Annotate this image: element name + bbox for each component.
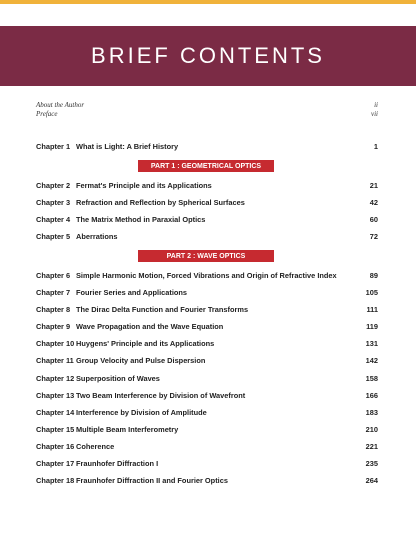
chapter-number: Chapter 15 — [36, 424, 75, 434]
toc-row-chapter-9[interactable] — [36, 320, 378, 332]
toc-row-chapter-15[interactable] — [36, 423, 378, 435]
chapter-title: What is Light: A Brief History — [76, 141, 179, 151]
page-title: BRIEF CONTENTS — [91, 43, 325, 68]
chapter-number: Chapter 3 — [36, 197, 71, 207]
toc-row-chapter-17[interactable] — [36, 457, 378, 469]
chapter-number: Chapter 6 — [36, 270, 71, 280]
chapter-page: 131 — [365, 338, 378, 348]
chapter-title: Huygens' Principle and its Applications — [76, 338, 215, 348]
chapter-page: 235 — [365, 458, 378, 468]
chapter-title: Interference by Division of Amplitude — [76, 407, 207, 417]
toc-row-chapter-8[interactable] — [36, 303, 378, 315]
chapter-page: 183 — [365, 407, 378, 417]
front-matter-item-about-author[interactable] — [36, 101, 378, 109]
toc-row-chapter-2[interactable] — [36, 179, 378, 191]
chapter-number: Chapter 9 — [36, 321, 71, 331]
chapter-title: Aberrations — [76, 231, 118, 241]
toc-row-chapter-11[interactable] — [36, 354, 378, 366]
chapter-page: 119 — [366, 321, 378, 331]
chapter-number: Chapter 18 — [36, 475, 75, 485]
front-matter-page: vii — [371, 110, 378, 118]
chapter-title: Superposition of Waves — [76, 373, 160, 383]
chapter-title: Fraunhofer Diffraction I — [76, 458, 159, 468]
toc-row-chapter-12[interactable] — [36, 372, 378, 384]
chapter-page: 111 — [366, 304, 378, 314]
chapter-title: The Dirac Delta Function and Fourier Transforms — [76, 304, 249, 314]
toc-row-chapter-14[interactable] — [36, 406, 378, 418]
toc-row-chapter-5[interactable] — [36, 230, 378, 242]
chapter-number: Chapter 14 — [36, 407, 75, 417]
chapter-page: 42 — [369, 197, 378, 207]
toc-row-chapter-1[interactable] — [36, 140, 378, 152]
chapter-page: 60 — [369, 214, 378, 224]
chapter-number: Chapter 7 — [36, 287, 71, 297]
front-matter-label: About the Author — [36, 101, 85, 109]
chapter-title: Coherence — [76, 441, 115, 451]
chapter-page: 21 — [369, 180, 378, 190]
toc-row-chapter-10[interactable] — [36, 337, 378, 349]
chapter-number: Chapter 5 — [36, 231, 71, 241]
chapter-number: Chapter 13 — [36, 390, 75, 400]
chapter-page: 210 — [365, 424, 378, 434]
chapter-number: Chapter 8 — [36, 304, 71, 314]
chapter-title: Two Beam Interference by Division of Wavefront — [76, 390, 246, 400]
toc-row-chapter-16[interactable] — [36, 440, 378, 452]
chapter-title: Fourier Series and Applications — [76, 287, 188, 297]
chapter-title: Refraction and Reflection by Spherical Surfaces — [76, 197, 245, 207]
front-matter-label: Preface — [36, 110, 58, 118]
chapter-page: 158 — [365, 373, 378, 383]
toc-row-chapter-3[interactable] — [36, 196, 378, 208]
chapter-page: 1 — [373, 141, 378, 151]
front-matter-page: ii — [374, 101, 378, 109]
chapter-page: 105 — [365, 287, 378, 297]
part-2-header: PART 2 : WAVE OPTICS — [138, 250, 274, 262]
chapter-title: Fraunhofer Diffraction II and Fourier Optics — [76, 475, 228, 485]
chapter-number: Chapter 1 — [36, 141, 71, 151]
chapter-title: Multiple Beam Interferometry — [76, 424, 179, 434]
title-banner — [0, 26, 416, 86]
part-1-header: PART 1 : GEOMETRICAL OPTICS — [138, 160, 274, 172]
toc-row-chapter-7[interactable] — [36, 286, 378, 298]
chapter-title: The Matrix Method in Paraxial Optics — [76, 214, 206, 224]
chapter-page: 166 — [365, 390, 378, 400]
chapter-number: Chapter 11 — [36, 355, 74, 365]
toc-row-chapter-4[interactable] — [36, 213, 378, 225]
chapter-page: 221 — [365, 441, 378, 451]
chapter-page: 142 — [365, 355, 378, 365]
chapter-title: Fermat's Principle and its Applications — [76, 180, 212, 190]
chapter-title: Group Velocity and Pulse Dispersion — [76, 355, 206, 365]
toc-row-chapter-6[interactable] — [36, 269, 378, 281]
chapter-number: Chapter 17 — [36, 458, 75, 468]
top-margin — [0, 4, 416, 26]
chapter-page: 72 — [369, 231, 378, 241]
toc-row-chapter-13[interactable] — [36, 389, 378, 401]
chapter-page: 264 — [365, 475, 378, 485]
front-matter-item-preface[interactable] — [36, 110, 378, 118]
chapter-number: Chapter 2 — [36, 180, 71, 190]
chapter-page: 89 — [369, 270, 378, 280]
chapter-number: Chapter 10 — [36, 338, 75, 348]
toc-row-chapter-18[interactable] — [36, 474, 378, 486]
chapter-title: Wave Propagation and the Wave Equation — [76, 321, 224, 331]
chapter-number: Chapter 12 — [36, 373, 75, 383]
chapter-number: Chapter 4 — [36, 214, 71, 224]
chapter-number: Chapter 16 — [36, 441, 75, 451]
chapter-title: Simple Harmonic Motion, Forced Vibrations and Origin of Refractive Index — [76, 270, 337, 280]
